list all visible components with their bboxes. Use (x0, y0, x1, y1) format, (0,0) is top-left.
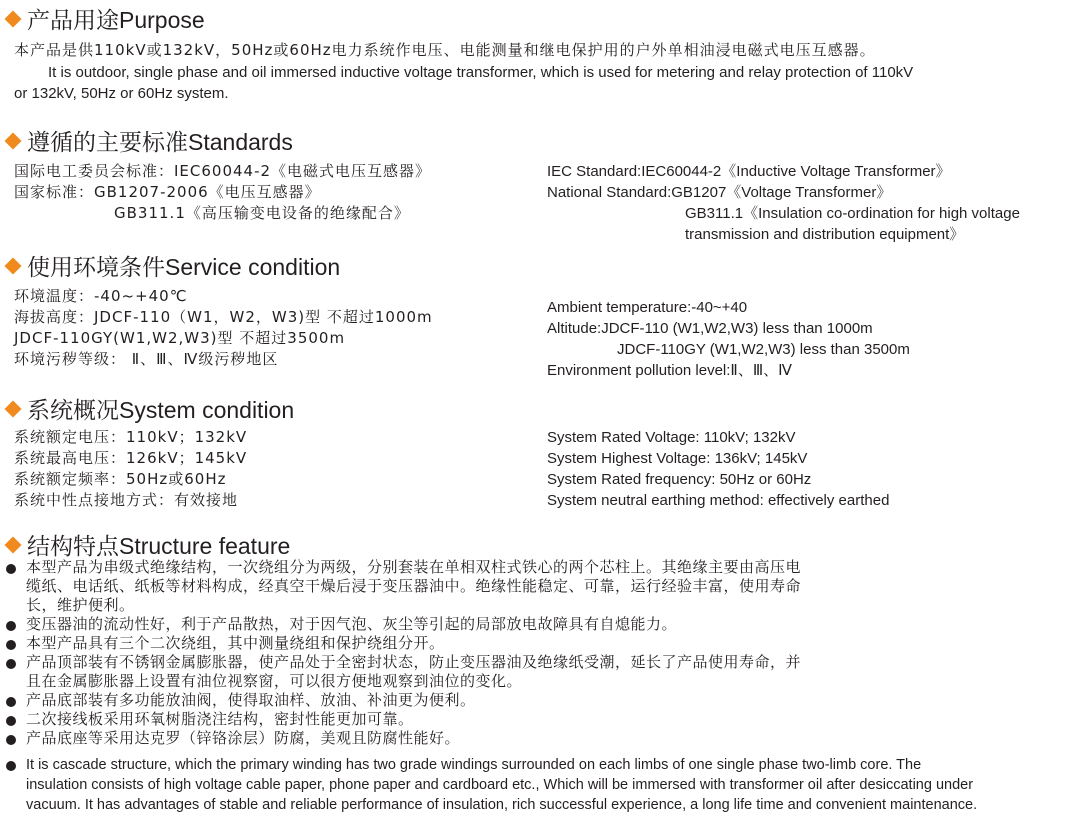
structure-cn-line: 变压器油的流动性好，利于产品散热，对于因气泡、灰尘等引起的局部放电故障具有自熄能力。 (26, 615, 678, 633)
structure-en-line: It is cascade structure, which the primary winding has two grade windings surrounded on each limbs of one single phase two-limb core. The (26, 757, 922, 773)
structure-en-item (0, 755, 1071, 815)
structure-en-line: insulation consists of high voltage cable paper, phone paper and cardboard etc., Which will be immersed with transformer oil after desiccating under (26, 777, 974, 793)
diamond-bullet-icon (5, 10, 22, 27)
section-heading-service (0, 249, 340, 282)
diamond-bullet-icon (5, 257, 22, 274)
structure-cn-line: 缆纸、电话纸、纸板等材料构成，经真空干燥后浸于变压器油中。绝缘性能稳定、可靠，运行经验丰富，使用寿命 (26, 577, 802, 595)
bullet-dot-icon (6, 621, 16, 631)
bullet-dot-icon (6, 761, 16, 771)
service-cn-line: 环境污秽等级： Ⅱ、Ⅲ、Ⅳ级污秽地区 (14, 350, 279, 368)
structure-cn-line: 产品底部装有多功能放油阀，使得取油样、放油、补油更为便利。 (26, 691, 476, 709)
structure-cn-list (0, 558, 801, 748)
purpose-heading-text: 产品用途Purpose (27, 7, 205, 33)
structure-cn-item (0, 729, 801, 748)
service-cn-line: JDCF-110GY(W1,W2,W3)型 不超过3500m (14, 329, 346, 347)
service-heading-text: 使用环境条件Service condition (27, 254, 341, 280)
standards-heading-text: 遵循的主要标准Standards (27, 129, 293, 155)
standards-cn-line: 国际电工委员会标准：IEC60044-2《电磁式电压互感器》 (14, 162, 432, 180)
system-heading-text: 系统概况System condition (27, 397, 295, 423)
standards-en-line: GB311.1《Insulation co-ordination for high voltage (685, 205, 1020, 222)
service-en-block (547, 297, 910, 381)
bullet-dot-icon (6, 564, 16, 574)
structure-cn-item (0, 691, 801, 710)
bullet-dot-icon (6, 716, 16, 726)
standards-cn-line: 国家标准：GB1207-2006《电压互感器》 (14, 183, 321, 201)
section-heading-purpose (0, 2, 205, 35)
bullet-dot-icon (6, 735, 16, 745)
diamond-bullet-icon (5, 536, 22, 553)
standards-cn-block (14, 161, 431, 224)
structure-cn-line: 且在金属膨胀器上设置有油位视察窗，可以很方便地观察到油位的变化。 (26, 672, 523, 690)
standards-en-line: National Standard:GB1207《Voltage Transformer》 (547, 184, 892, 201)
system-en-line: System Highest Voltage: 136kV; 145kV (547, 450, 808, 467)
service-cn-line: 海拔高度：JDCF-110（W1，W2，W3)型 不超过1000m (14, 308, 433, 326)
structure-cn-line: 二次接线板采用环氧树脂浇注结构，密封性能更加可靠。 (26, 710, 414, 728)
standards-en-block (547, 161, 1020, 245)
structure-cn-item (0, 558, 801, 615)
system-cn-line: 系统中性点接地方式：有效接地 (14, 491, 239, 509)
bullet-dot-icon (6, 659, 16, 669)
structure-cn-line: 产品底座等采用达克罗（锌铬涂层）防腐，美观且防腐性能好。 (26, 729, 461, 747)
section-heading-system (0, 392, 294, 425)
system-cn-line: 系统最高电压：126kV；145kV (14, 449, 248, 467)
section-heading-structure (0, 528, 290, 561)
service-en-line: Altitude:JDCF-110 (W1,W2,W3) less than 1000m (547, 320, 873, 337)
standards-en-line: transmission and distribution equipment》 (685, 226, 965, 243)
service-en-line: Environment pollution level:Ⅱ、Ⅲ、Ⅳ (547, 362, 793, 379)
section-heading-standards (0, 124, 293, 157)
structure-cn-item (0, 710, 801, 729)
standards-en-line: IEC Standard:IEC60044-2《Inductive Voltage Transformer》 (547, 163, 951, 180)
bullet-dot-icon (6, 697, 16, 707)
diamond-bullet-icon (5, 132, 22, 149)
service-en-line: JDCF-110GY (W1,W2,W3) less than 3500m (617, 341, 910, 358)
standards-cn-line: GB311.1《高压输变电设备的绝缘配合》 (114, 204, 410, 222)
system-en-line: System Rated frequency: 50Hz or 60Hz (547, 471, 812, 488)
structure-cn-line: 本型产品为串级式绝缘结构，一次绕组分为两级，分别套装在单相双柱式铁心的两个芯柱上。其绝缘主要由高压电 (26, 558, 802, 576)
diamond-bullet-icon (5, 400, 22, 417)
structure-cn-line: 产品顶部装有不锈钢金属膨胀器，使产品处于全密封状态，防止变压器油及绝缘纸受潮，延长了产品使用寿命，并 (26, 653, 802, 671)
purpose-cn: 本产品是供110kV或132kV，50Hz或60Hz电力系统作电压、电能测量和继电保护用的户外单相油浸电磁式电压互感器。 (14, 41, 876, 59)
structure-cn-item (0, 653, 801, 691)
system-cn-line: 系统额定频率：50Hz或60Hz (14, 470, 227, 488)
system-cn-line: 系统额定电压：110kV；132kV (14, 428, 248, 446)
system-en-line: System neutral earthing method: effectively earthed (547, 492, 890, 509)
structure-cn-line: 本型产品具有三个二次绕组，其中测量绕组和保护绕组分开。 (26, 634, 445, 652)
purpose-en-line-1: It is outdoor, single phase and oil immersed inductive voltage transformer, which is used for metering and relay protection of 110kV (48, 64, 914, 81)
structure-en-line: vacuum. It has advantages of stable and reliable performance of insulation, rich successful experience, a long life time and convenient maintenance. (26, 797, 978, 813)
purpose-en-line-2: or 132kV, 50Hz or 60Hz system. (14, 85, 229, 102)
service-en-line: Ambient temperature:-40~+40 (547, 299, 748, 316)
structure-cn-item (0, 634, 801, 653)
structure-cn-line: 长，维护便利。 (26, 596, 135, 614)
system-en-block (547, 427, 889, 511)
system-en-line: System Rated Voltage: 110kV; 132kV (547, 429, 796, 446)
service-cn-block (14, 286, 433, 370)
bullet-dot-icon (6, 640, 16, 650)
system-cn-block (14, 427, 247, 511)
structure-heading-text: 结构特点Structure feature (27, 533, 291, 559)
structure-cn-item (0, 615, 801, 634)
service-cn-line: 环境温度：-40~+40℃ (14, 287, 188, 305)
